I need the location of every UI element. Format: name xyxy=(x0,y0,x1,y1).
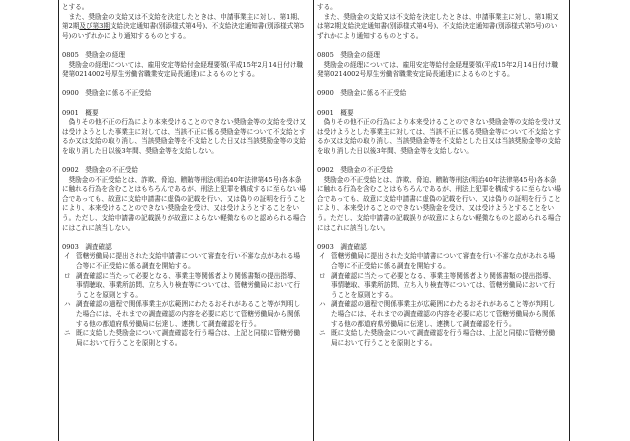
list-item xyxy=(317,300,561,329)
section-0903-title: 0903 調査確認 xyxy=(62,242,112,251)
section-0901-body: 偽りその他不正の行為により本来受けることのできない奨励金等の支給を受け又は受けようとした事業主に対しては、当該不正に係る奨励金等について不支給とするか又は支給の取り消し、当該奨励金等を不支給とした日又は当該奨励金等の支給を取り消した日以後3年間、奨励金等を支給しない。 xyxy=(62,118,306,155)
list-item xyxy=(62,252,306,271)
item-mark: イ xyxy=(64,252,71,261)
section-0902-title: 0902 奨励金の不正受給 xyxy=(317,166,394,175)
item-text: 既に支給した奨励金について調査確認を行う場合は、上記と同様に管轄労働局において行うことを原則とする。 xyxy=(76,329,301,347)
section-0805-title: 0805 奨励金の経理 xyxy=(317,50,380,59)
section-0805-title: 0805 奨励金の経理 xyxy=(62,50,125,59)
item-text: 調査確認に当たって必要となる、事業主等関係者より関係書類の提出指導、事情聴取、事業所訪問、立ち入り検査等については、管轄労働局において行うことを原則とする。 xyxy=(331,271,556,299)
notification-text-b: 支給決定通知書(別添様式第4号)、不支給決定通知書(別添様式第5号)のいずれかにより通知するものとする。 xyxy=(62,22,305,40)
list-item xyxy=(317,252,561,271)
item-mark: ロ xyxy=(64,271,71,280)
item-text: 管轄労働局に提出された支給申請書について審査を行い不審な点があれる場合等に不正受給に係る調査を開始する。 xyxy=(76,252,301,271)
notification-paragraph: また、奨励金の支給又は不支給を決定したときは、申請事業主に対し、第1期又は第2期支給決定通知書(別添様式第4号)、不支給決定通知書(別添様式第5号)のいずれかにより通知するものとする。 xyxy=(317,12,559,40)
comparison-table xyxy=(58,0,570,441)
list-item xyxy=(62,272,306,301)
section-0805-body: 奨励金の経理については、雇用安定等給付金経理要領(平成15年2月14日付け職発第0214002号厚生労働省職業安定局長通達)によるものとする。 xyxy=(317,60,559,79)
section-0901-title: 0901 概要 xyxy=(62,108,99,117)
item-mark: ロ xyxy=(319,271,326,280)
list-item xyxy=(62,300,306,329)
item-text: 調査確認に当たって必要となる、事業主等関係者より関係書類の提出指導、事情聴取、事業所訪問、立ち入り検査等については、管轄労働局において行うことを原則とする。 xyxy=(76,271,301,299)
item-mark: ニ xyxy=(319,329,326,338)
item-mark: ニ xyxy=(64,329,71,338)
list-item xyxy=(317,272,561,301)
section-0902-title: 0902 奨励金の不正受給 xyxy=(62,166,139,175)
item-text: 調査確認の過程で関係事業主が広範囲にわたるおそれがあること等が判明した場合には、それまでの調査確認の内容を必要に応じて管轄労働局から関係する他の都道府県労働局に伝達し、連携して調査確認を行う。 xyxy=(331,300,556,328)
notification-text-a: また、奨励金の支給又は不支給を決定したときは、申請事業主に対し、第1期、第2期 xyxy=(62,12,304,31)
list-item xyxy=(62,329,306,348)
list-item xyxy=(317,329,561,348)
item-text: 管轄労働局に提出された支給申請書について審査を行い不審な点があれる場合等に不正受給に係る調査を開始する。 xyxy=(331,252,556,271)
section-0901-body: 偽りその他不正の行為により本来受けることのできない奨励金等の支給を受け又は受けようとした事業主に対しては、当該不正に係る奨励金等について不支給とするか又は支給の取り消し、当該奨励金等を不支給とした日又は当該奨励金等の支給を取り消した日以後3年間、奨励金等を支給しない。 xyxy=(317,118,561,155)
section-0902-body: 奨励金の不正受給とは、詐欺、脅迫、贈賄等刑法(明治40年法律第45号)各本条に触れる行為を含むことはもちろんであるが、刑法上犯罪を構成するに至らない場合であっても、故意に支給申請書に虚偽の記載を行い、又は偽りの証明を行うことにより、本来受けることのできない奨励金を受け、又は受けようとすることをいう。ただし、支給申請書の記載誤りが故意によらない軽微なものと認められる場合にはこれに該当しない。 xyxy=(62,175,306,232)
section-0805-body: 奨励金の経理については、雇用安定等給付金経理要領(平成15年2月14日付け職発第0214002号厚生労働省職業安定局長通達)によるものとする。 xyxy=(62,60,304,79)
notification-paragraph xyxy=(62,13,306,42)
amended-text-underlined: 及び第3期 xyxy=(79,22,110,31)
intro-text: とする。 xyxy=(62,3,89,11)
section-0901-title: 0901 概要 xyxy=(317,108,354,117)
item-text: 既に支給した奨励金について調査確認を行う場合は、上記と同様に管轄労働局において行うことを原則とする。 xyxy=(331,329,556,347)
right-column-current xyxy=(314,0,564,441)
section-0900-title: 0900 奨励金に係る不正受給 xyxy=(317,89,407,98)
item-mark: イ xyxy=(319,252,326,261)
item-text: 調査確認の過程で関係事業主が広範囲にわたるおそれがあること等が判明した場合には、それまでの調査確認の内容を必要に応じて管轄労働局から関係する他の都道府県労働局に伝達し、連携して調査確認を行う。 xyxy=(76,300,301,328)
section-0903-title: 0903 調査確認 xyxy=(317,242,367,251)
section-0900-title: 0900 奨励金に係る不正受給 xyxy=(62,89,152,98)
left-column-revised xyxy=(59,0,309,441)
item-mark: ハ xyxy=(319,300,326,309)
item-mark: ハ xyxy=(64,300,71,309)
section-0902-body: 奨励金の不正受給とは、詐欺、脅迫、贈賄等刑法(明治40年法律第45号)各本条に触れる行為を含むことはもちろんであるが、刑法上犯罪を構成するに至らない場合であっても、故意に支給申請書に虚偽の記載を行い、又は偽りの証明を行うことにより、本来受けることのできない奨励金を受け、又は受けようとすることをいう。ただし、支給申請書の記載誤りが故意によらない軽微なものと認められる場合にはこれに該当しない。 xyxy=(317,175,561,232)
intro-text: する。 xyxy=(317,3,337,11)
